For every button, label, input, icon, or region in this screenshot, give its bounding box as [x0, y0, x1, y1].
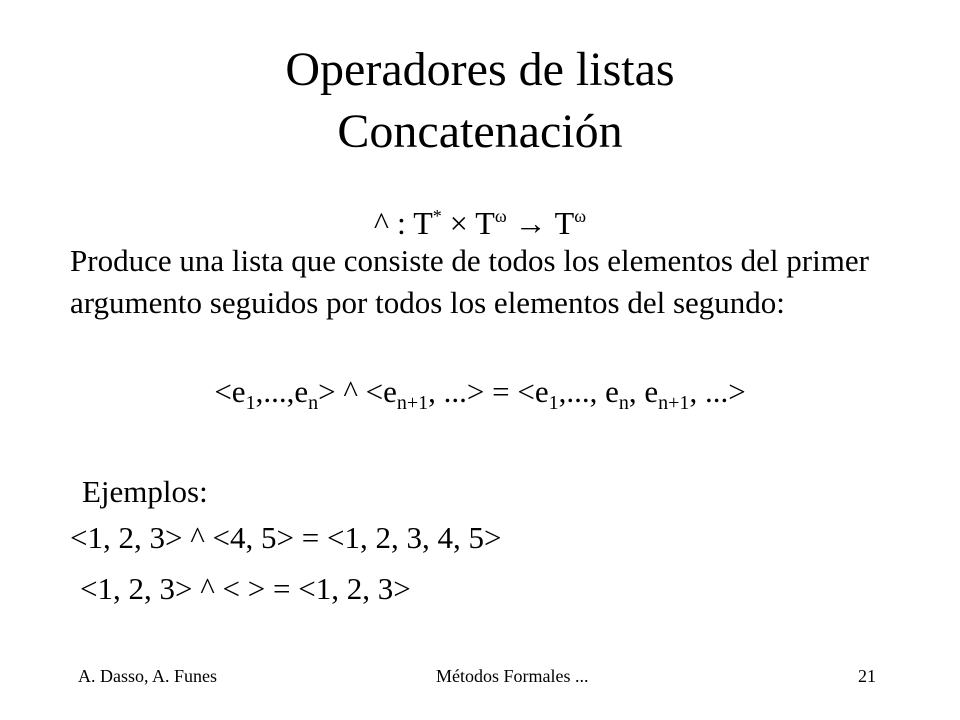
slide-title-line2: Concatenación: [337, 105, 623, 158]
signature-sup-omega1: ω: [494, 206, 507, 226]
example-1: <1, 2, 3> ^ <4, 5> = <1, 2, 3, 4, 5>: [70, 520, 502, 555]
signature-sup-star: *: [432, 206, 442, 226]
signature-sup-omega2: ω: [574, 206, 587, 226]
concatenation-formula: [0, 371, 960, 424]
footer-authors: A. Dasso, A. Funes: [78, 666, 218, 686]
formula-part: > ^ <e: [318, 374, 397, 409]
formula-subscript: n: [308, 392, 319, 414]
formula-subscript: n: [618, 392, 629, 414]
formula-part: , e: [628, 374, 659, 409]
example-2: <1, 2, 3> ^ < > = <1, 2, 3>: [80, 571, 411, 606]
formula-part: ,...,e: [255, 374, 309, 409]
signature-op: ^ : T: [373, 205, 433, 241]
formula-part: <e: [214, 374, 246, 409]
formula-subscript: 1: [548, 392, 559, 414]
formula-subscript: n+1: [658, 392, 690, 414]
formula-subscript: n+1: [396, 392, 429, 414]
formula-part: , ...> = <e: [428, 374, 549, 409]
description-paragraph: Produce una lista que consiste de todos los elementos del primer argumento seguidos por todos los elementos del segundo:: [70, 243, 869, 320]
formula-part: ,..., e: [558, 374, 619, 409]
operator-signature: [0, 196, 960, 243]
footer-page-number: 21: [858, 666, 876, 686]
formula-part: , ...>: [689, 374, 746, 409]
signature-arrow: → T: [506, 205, 575, 241]
formula-subscript: 1: [245, 392, 256, 414]
slide-title-line1: Operadores de listas: [285, 43, 675, 96]
signature-times: × T: [441, 205, 495, 241]
examples-label: Ejemplos:: [82, 474, 208, 509]
footer-course: Métodos Formales ...: [436, 666, 589, 686]
